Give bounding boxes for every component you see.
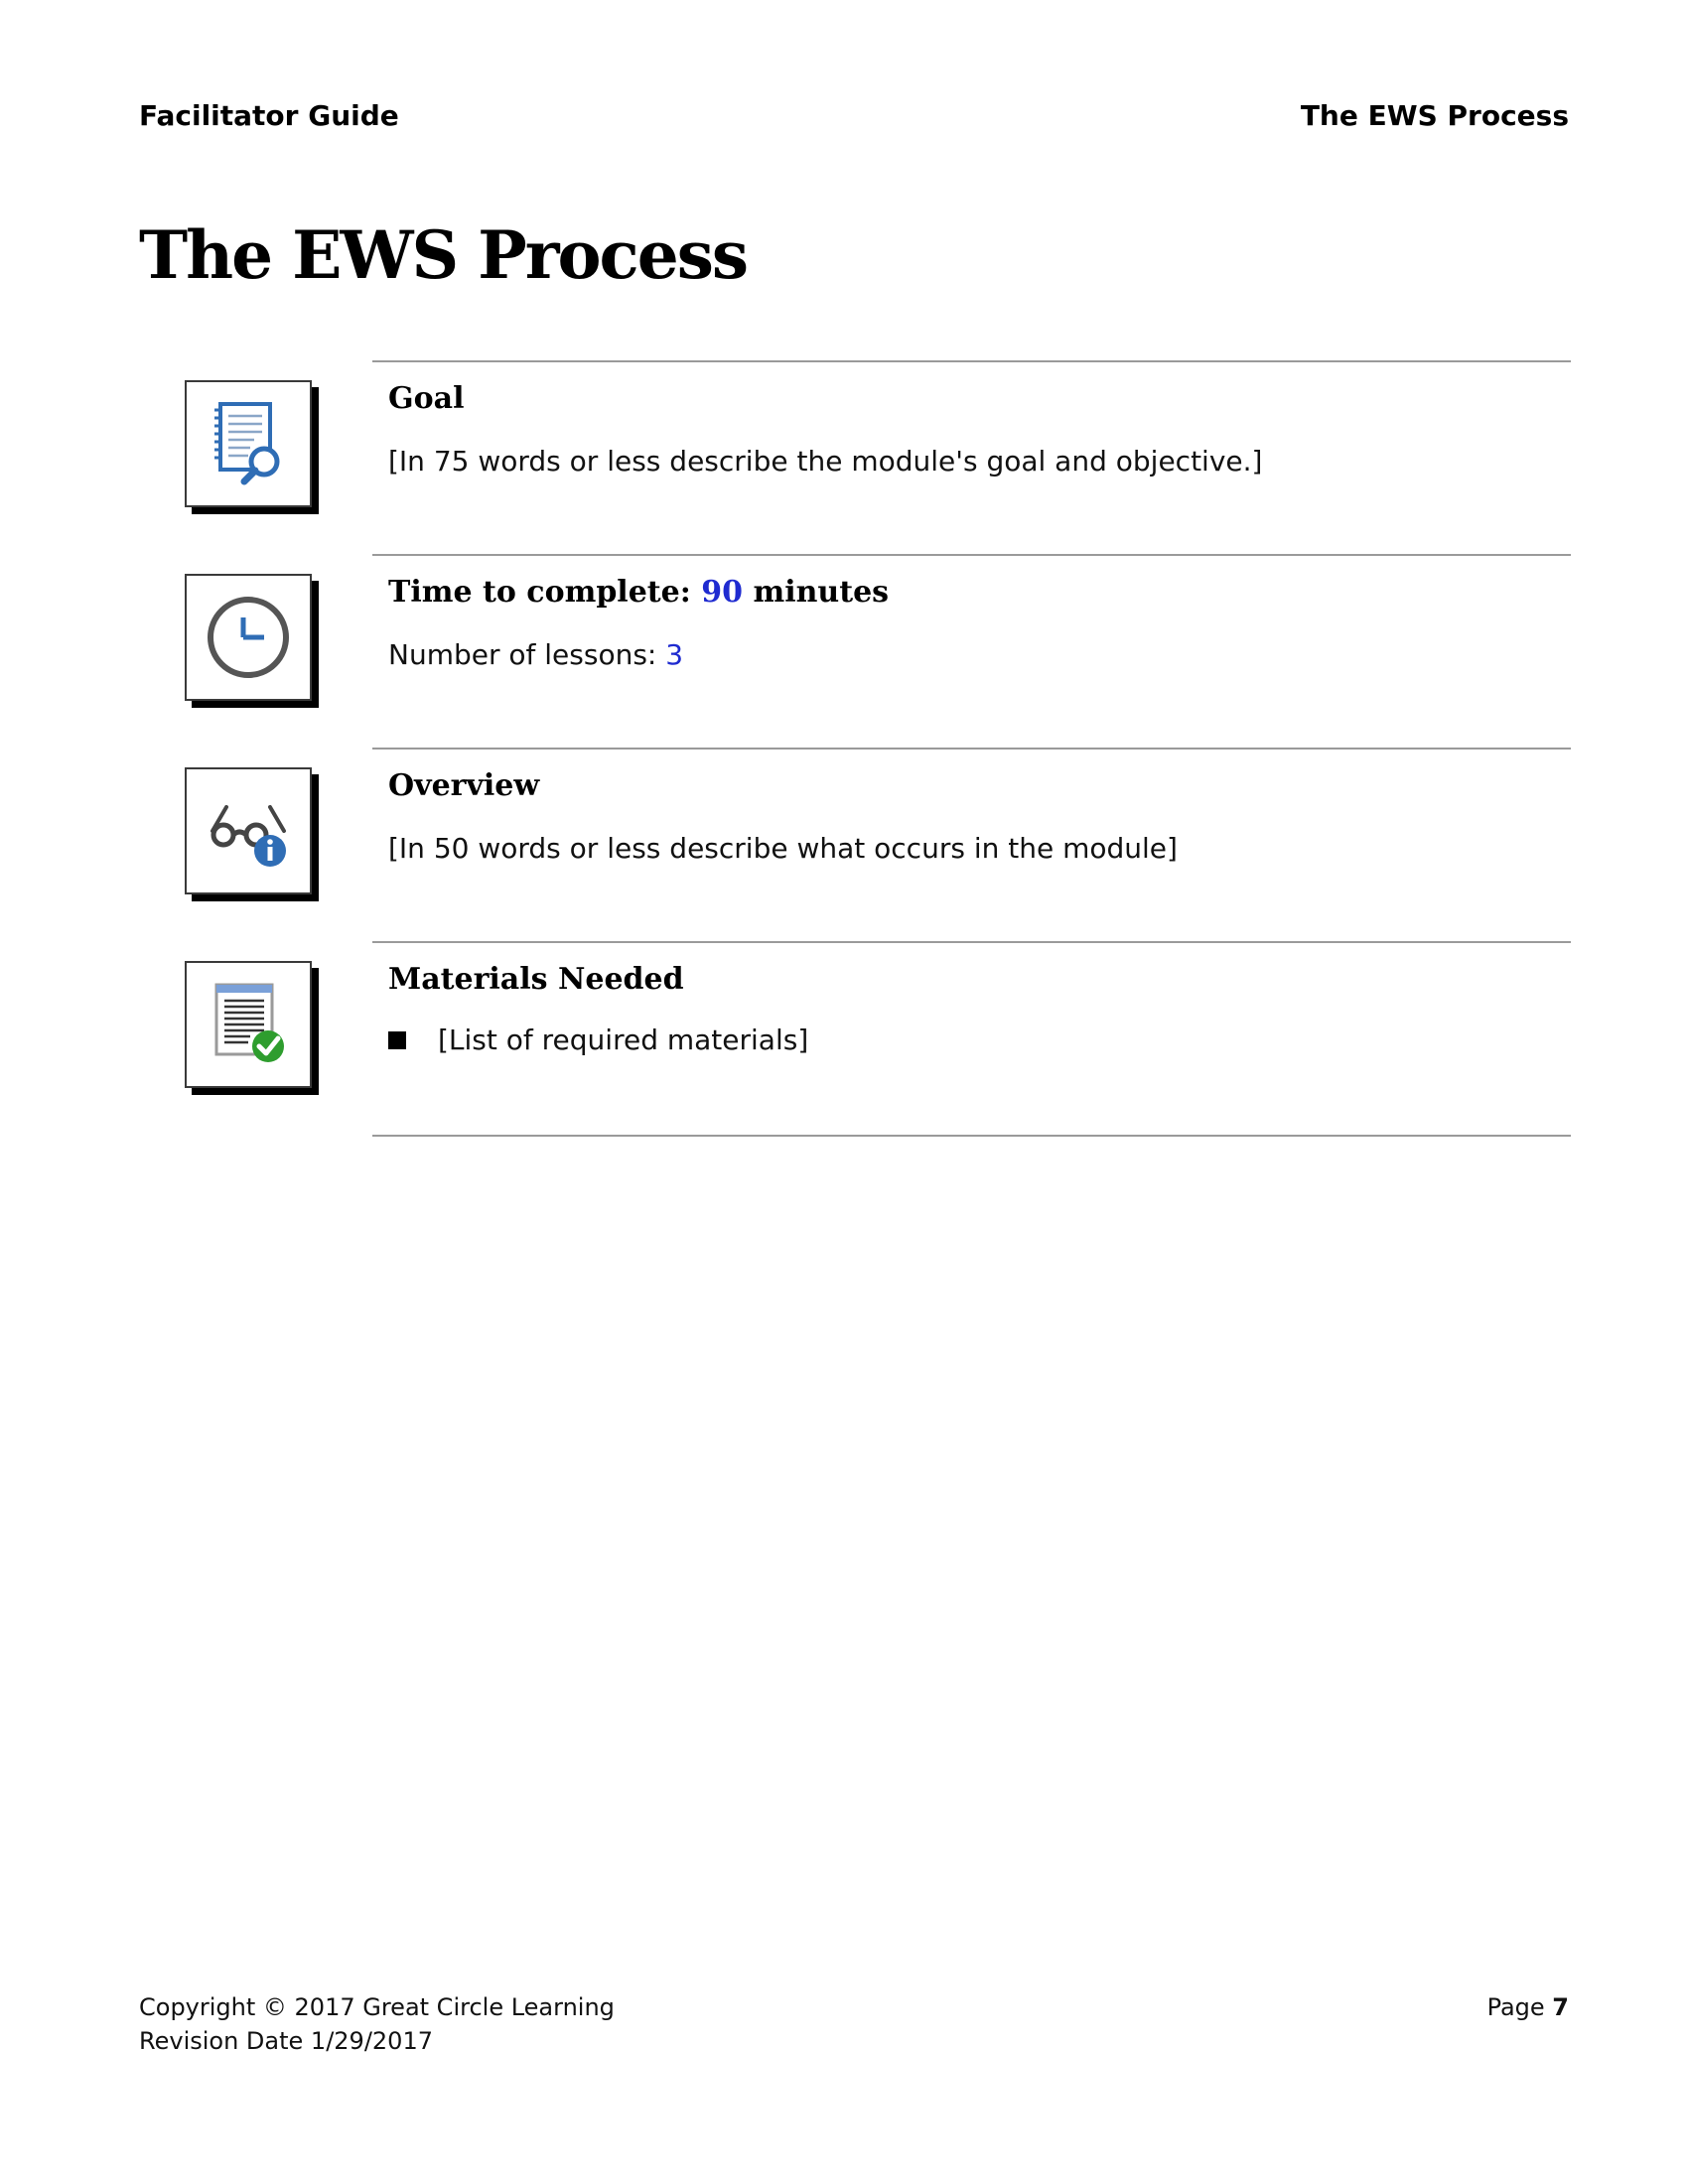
overview-heading: Overview: [388, 768, 540, 803]
goal-heading: Goal: [388, 381, 465, 416]
section-divider: [372, 1135, 1571, 1137]
time-heading-suffix: minutes: [743, 575, 890, 610]
section-divider: [372, 748, 1571, 750]
overview-icon-box: [185, 767, 312, 894]
section-divider: [372, 941, 1571, 943]
clock-icon: [199, 588, 298, 687]
footer-page: [1487, 1993, 1569, 2021]
section-divider: [372, 360, 1571, 362]
lessons-label: Number of lessons:: [388, 638, 666, 671]
time-minutes: 90: [701, 575, 743, 610]
time-icon-box: [185, 574, 312, 701]
glasses-info-icon: [199, 781, 298, 881]
footer-revision: Revision Date 1/29/2017: [139, 2027, 433, 2055]
footer-page-number: 7: [1552, 1993, 1569, 2021]
page-title: The EWS Process: [139, 216, 748, 294]
footer-copyright: Copyright © 2017 Great Circle Learning: [139, 1993, 615, 2021]
materials-heading: Materials Needed: [388, 962, 684, 997]
overview-text: [In 50 words or less describe what occurs in the module]: [388, 832, 1178, 865]
notebook-magnifier-icon: [199, 394, 298, 493]
header-left: Facilitator Guide: [139, 99, 399, 132]
time-heading: [388, 575, 889, 610]
footer-page-label: Page: [1486, 1993, 1553, 2021]
lessons-value: 3: [665, 638, 684, 671]
header-right: The EWS Process: [1300, 99, 1569, 132]
bullet-square: [388, 1031, 406, 1049]
goal-text: [In 75 words or less describe the module's goal and objective.]: [388, 445, 1263, 478]
time-heading-prefix: Time to complete:: [388, 575, 702, 610]
materials-icon-box: [185, 961, 312, 1088]
list-item: [388, 1024, 808, 1056]
materials-item: [List of required materials]: [438, 1024, 809, 1056]
section-divider: [372, 554, 1571, 556]
checklist-icon: [199, 975, 298, 1074]
lessons-line: [388, 638, 683, 671]
goal-icon-box: [185, 380, 312, 507]
